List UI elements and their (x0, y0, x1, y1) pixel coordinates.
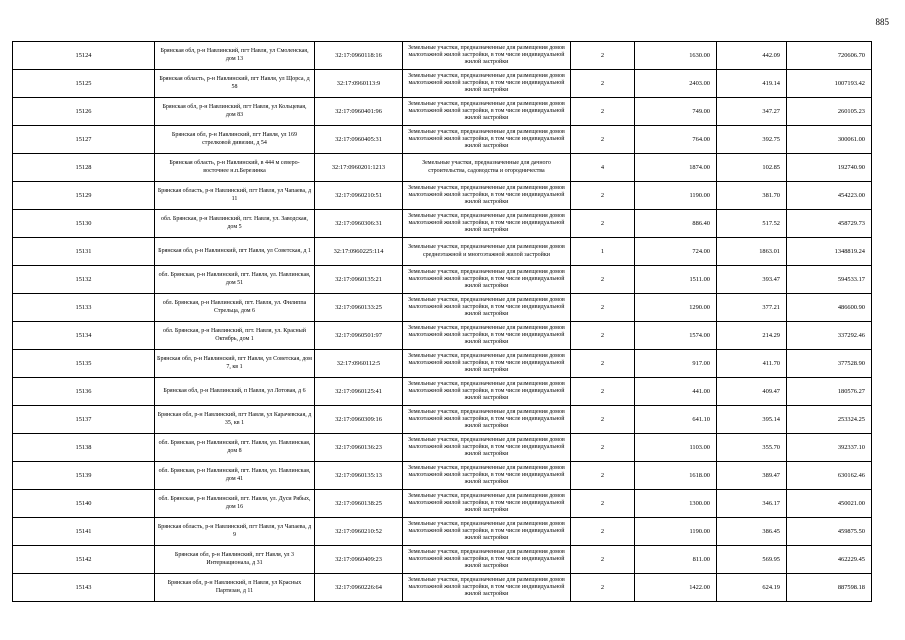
cell-row-number: 15124 (13, 42, 155, 70)
table-row (13, 434, 872, 462)
cell-area: 811.00 (635, 546, 717, 574)
cell-group: 2 (571, 434, 635, 462)
cell-row-number: 15125 (13, 70, 155, 98)
table-row (13, 126, 872, 154)
cell-row-number: 15137 (13, 406, 155, 434)
cell-area: 1190.00 (635, 518, 717, 546)
cell-specific-value: 517.52 (717, 210, 787, 238)
cell-specific-value: 624.19 (717, 574, 787, 602)
cell-row-number: 15139 (13, 462, 155, 490)
table-row (13, 378, 872, 406)
cell-row-number: 15130 (13, 210, 155, 238)
cell-row-number: 15135 (13, 350, 155, 378)
cell-address: Брянская обл, р-н Навлинский, п Навля, ул Красных Партизан, д 11 (155, 574, 315, 602)
cell-land-use: Земельные участки, предназначенные для размещения домов малоэтажной жилой застройки, в том числе индивидуальной жилой застройки (403, 266, 571, 294)
cell-land-use: Земельные участки, предназначенные для размещения домов среднеэтажной и многоэтажной жилой застройки (403, 238, 571, 266)
cadastral-value-table (12, 41, 872, 602)
cell-address: обл. Брянская, р-н Навлинский, пгт. Навля, ул. Заводская, дом 5 (155, 210, 315, 238)
cell-cadastral-number: 32:17:0960135:13 (315, 462, 403, 490)
cell-address: Брянская обл, р-н Навлинский, пгт Навля, ул Смоленская, дом 13 (155, 42, 315, 70)
cell-row-number: 15126 (13, 98, 155, 126)
cell-area: 1103.00 (635, 434, 717, 462)
cell-address: Брянская обл, р-н Навлинский, пгт Навля, ул Карачевская, д 35, кв 1 (155, 406, 315, 434)
cell-cadastral-value: 462229.45 (787, 546, 872, 574)
cell-row-number: 15127 (13, 126, 155, 154)
cell-area: 1874.00 (635, 154, 717, 182)
cell-specific-value: 392.75 (717, 126, 787, 154)
cell-row-number: 15140 (13, 490, 155, 518)
cell-area: 886.40 (635, 210, 717, 238)
cell-area: 441.00 (635, 378, 717, 406)
cell-land-use: Земельные участки, предназначенные для размещения домов малоэтажной жилой застройки, в том числе индивидуальной жилой застройки (403, 574, 571, 602)
cell-address: Брянская обл, р-н Навлинский, пгт Навля, ул Советская, д 1 (155, 238, 315, 266)
cell-land-use: Земельные участки, предназначенные для размещения домов малоэтажной жилой застройки, в том числе индивидуальной жилой застройки (403, 462, 571, 490)
cell-group: 2 (571, 322, 635, 350)
cell-specific-value: 395.14 (717, 406, 787, 434)
table-row (13, 238, 872, 266)
cell-cadastral-value: 454223.00 (787, 182, 872, 210)
cell-land-use: Земельные участки, предназначенные для размещения домов малоэтажной жилой застройки, в том числе индивидуальной жилой застройки (403, 42, 571, 70)
cell-specific-value: 393.47 (717, 266, 787, 294)
cell-cadastral-number: 32:17:0960113:9 (315, 70, 403, 98)
table-row (13, 266, 872, 294)
cell-cadastral-value: 180576.27 (787, 378, 872, 406)
cell-cadastral-number: 32:17:0960306:31 (315, 210, 403, 238)
cell-area: 749.00 (635, 98, 717, 126)
cell-address: обл. Брянская, р-н Навлинский, пгт. Навля, ул. Навлинская, дом 51 (155, 266, 315, 294)
table-row (13, 182, 872, 210)
cell-area: 724.00 (635, 238, 717, 266)
cell-cadastral-value: 720606.70 (787, 42, 872, 70)
cell-address: Брянская обл, р-н Навлинский, пгт Навля, ул Советская, дом 7, кв 1 (155, 350, 315, 378)
cell-row-number: 15138 (13, 434, 155, 462)
table-row (13, 322, 872, 350)
cell-land-use: Земельные участки, предназначенные для размещения домов малоэтажной жилой застройки, в том числе индивидуальной жилой застройки (403, 518, 571, 546)
cell-land-use: Земельные участки, предназначенные для размещения домов малоэтажной жилой застройки, в том числе индивидуальной жилой застройки (403, 126, 571, 154)
cell-specific-value: 1863.01 (717, 238, 787, 266)
cell-specific-value: 419.14 (717, 70, 787, 98)
cell-area: 1618.00 (635, 462, 717, 490)
cell-area: 1422.00 (635, 574, 717, 602)
cell-cadastral-value: 260105.23 (787, 98, 872, 126)
cell-specific-value: 389.47 (717, 462, 787, 490)
cell-address: Брянская обл, р-н Навлинский, пгт Навля, ул Кольцевая, дом 83 (155, 98, 315, 126)
table-row (13, 350, 872, 378)
cell-group: 2 (571, 210, 635, 238)
cell-group: 2 (571, 350, 635, 378)
cell-group: 2 (571, 182, 635, 210)
cell-area: 1511.00 (635, 266, 717, 294)
cell-land-use: Земельные участки, предназначенные для размещения домов малоэтажной жилой застройки, в том числе индивидуальной жилой застройки (403, 490, 571, 518)
cell-cadastral-value: 192740.90 (787, 154, 872, 182)
cell-land-use: Земельные участки, предназначенные для размещения домов малоэтажной жилой застройки, в том числе индивидуальной жилой застройки (403, 546, 571, 574)
table-row (13, 574, 872, 602)
table-row (13, 42, 872, 70)
cell-address: обл. Брянская, р-н Навлинский, пгт. Навля, ул. Красный Октябрь, дом 1 (155, 322, 315, 350)
cell-cadastral-value: 377528.90 (787, 350, 872, 378)
cell-address: обл. Брянская, р-н Навлинский, пгт. Навля, ул. Филиппа Стрельца, дом 6 (155, 294, 315, 322)
table-row (13, 70, 872, 98)
cell-cadastral-number: 32:17:0960118:16 (315, 42, 403, 70)
cell-group: 2 (571, 98, 635, 126)
cell-group: 2 (571, 406, 635, 434)
cell-address: Брянская обл, р-н Навлинский, пгт Навля, ул 169 стрелковой дивизии, д 54 (155, 126, 315, 154)
cell-row-number: 15134 (13, 322, 155, 350)
cell-area: 641.10 (635, 406, 717, 434)
cell-cadastral-number: 32:17:0960210:51 (315, 182, 403, 210)
cell-cadastral-value: 1348819.24 (787, 238, 872, 266)
cell-land-use: Земельные участки, предназначенные для дачного строительства, садоводства и огородничества (403, 154, 571, 182)
cell-row-number: 15142 (13, 546, 155, 574)
cell-area: 917.00 (635, 350, 717, 378)
cell-specific-value: 442.09 (717, 42, 787, 70)
table-row (13, 154, 872, 182)
cell-cadastral-number: 32:17:0960501:97 (315, 322, 403, 350)
cell-cadastral-value: 459875.50 (787, 518, 872, 546)
table-row (13, 462, 872, 490)
cell-group: 2 (571, 42, 635, 70)
cell-land-use: Земельные участки, предназначенные для размещения домов малоэтажной жилой застройки, в том числе индивидуальной жилой застройки (403, 210, 571, 238)
cell-land-use: Земельные участки, предназначенные для размещения домов малоэтажной жилой застройки, в том числе индивидуальной жилой застройки (403, 350, 571, 378)
cell-row-number: 15143 (13, 574, 155, 602)
cell-specific-value: 377.21 (717, 294, 787, 322)
cell-group: 2 (571, 574, 635, 602)
table-row (13, 98, 872, 126)
cell-area: 1290.00 (635, 294, 717, 322)
cell-cadastral-value: 486600.90 (787, 294, 872, 322)
cell-address: Брянская область, р-н Навлинский, пгт Навля, ул Чапаева, д 11 (155, 182, 315, 210)
cell-land-use: Земельные участки, предназначенные для размещения домов малоэтажной жилой застройки, в том числе индивидуальной жилой застройки (403, 70, 571, 98)
cell-row-number: 15133 (13, 294, 155, 322)
cell-cadastral-value: 630162.46 (787, 462, 872, 490)
cell-address: обл. Брянская, р-н Навлинский, пгт. Навля, ул. Навлинская, дом 41 (155, 462, 315, 490)
table-row (13, 294, 872, 322)
cell-cadastral-number: 32:17:0960401:96 (315, 98, 403, 126)
cell-cadastral-number: 32:17:0960309:16 (315, 406, 403, 434)
cell-area: 1630.00 (635, 42, 717, 70)
cell-land-use: Земельные участки, предназначенные для размещения домов малоэтажной жилой застройки, в том числе индивидуальной жилой застройки (403, 378, 571, 406)
cell-cadastral-number: 32:17:0960136:23 (315, 434, 403, 462)
cell-group: 2 (571, 70, 635, 98)
cell-cadastral-value: 392337.10 (787, 434, 872, 462)
cell-land-use: Земельные участки, предназначенные для размещения домов малоэтажной жилой застройки, в том числе индивидуальной жилой застройки (403, 322, 571, 350)
cell-cadastral-value: 337292.46 (787, 322, 872, 350)
cell-area: 1574.00 (635, 322, 717, 350)
cell-cadastral-value: 300061.00 (787, 126, 872, 154)
cell-land-use: Земельные участки, предназначенные для размещения домов малоэтажной жилой застройки, в том числе индивидуальной жилой застройки (403, 294, 571, 322)
cell-group: 2 (571, 518, 635, 546)
cell-cadastral-number: 32:17:0960409:23 (315, 546, 403, 574)
cell-cadastral-value: 450021.00 (787, 490, 872, 518)
cell-land-use: Земельные участки, предназначенные для размещения домов малоэтажной жилой застройки, в том числе индивидуальной жилой застройки (403, 98, 571, 126)
cell-cadastral-value: 887598.18 (787, 574, 872, 602)
cell-cadastral-number: 32:17:0960201:1213 (315, 154, 403, 182)
cell-specific-value: 386.45 (717, 518, 787, 546)
cell-specific-value: 569.95 (717, 546, 787, 574)
cell-cadastral-number: 32:17:0960125:41 (315, 378, 403, 406)
cell-group: 4 (571, 154, 635, 182)
cell-group: 2 (571, 546, 635, 574)
cell-cadastral-number: 32:17:0960226:64 (315, 574, 403, 602)
cell-address: Брянская обл, р-н Навлинский, пгт Навля, ул 3 Интернационала, д 31 (155, 546, 315, 574)
cell-address: Брянская область, р-н Навлинский, в 444 м северо-восточнее н.п.Березинка (155, 154, 315, 182)
cell-row-number: 15129 (13, 182, 155, 210)
cell-group: 2 (571, 462, 635, 490)
cell-address: обл. Брянская, р-н Навлинский, пгт. Навля, ул. Дуси Рябых, дом 16 (155, 490, 315, 518)
cell-specific-value: 409.47 (717, 378, 787, 406)
cell-specific-value: 102.85 (717, 154, 787, 182)
cell-group: 2 (571, 126, 635, 154)
cell-area: 1190.00 (635, 182, 717, 210)
cell-cadastral-number: 32:17:0960405:31 (315, 126, 403, 154)
table-row (13, 490, 872, 518)
cell-address: Брянская обл, р-н Навлинский, п Навля, ул Лотовая, д 6 (155, 378, 315, 406)
cell-cadastral-number: 32:17:0960210:52 (315, 518, 403, 546)
cell-land-use: Земельные участки, предназначенные для размещения домов малоэтажной жилой застройки, в том числе индивидуальной жилой застройки (403, 182, 571, 210)
cell-row-number: 15128 (13, 154, 155, 182)
cell-specific-value: 381.70 (717, 182, 787, 210)
cell-group: 2 (571, 294, 635, 322)
cell-row-number: 15131 (13, 238, 155, 266)
table-row (13, 518, 872, 546)
cell-group: 2 (571, 266, 635, 294)
cell-specific-value: 411.70 (717, 350, 787, 378)
cell-cadastral-value: 1007193.42 (787, 70, 872, 98)
cell-address: Брянская область, р-н Навлинский, пгт Навля, ул Щорса, д 58 (155, 70, 315, 98)
cell-cadastral-number: 32:17:0960138:25 (315, 490, 403, 518)
table-row (13, 406, 872, 434)
cell-specific-value: 347.27 (717, 98, 787, 126)
cell-address: обл. Брянская, р-н Навлинский, пгт. Навля, ул. Навлинская, дом 8 (155, 434, 315, 462)
cell-land-use: Земельные участки, предназначенные для размещения домов малоэтажной жилой застройки, в том числе индивидуальной жилой застройки (403, 406, 571, 434)
cell-land-use: Земельные участки, предназначенные для размещения домов малоэтажной жилой застройки, в том числе индивидуальной жилой застройки (403, 434, 571, 462)
cell-group: 1 (571, 238, 635, 266)
cell-group: 2 (571, 378, 635, 406)
cell-specific-value: 355.70 (717, 434, 787, 462)
cell-row-number: 15136 (13, 378, 155, 406)
cell-cadastral-number: 32:17:0960133:25 (315, 294, 403, 322)
cell-cadastral-number: 32:17:0960225:114 (315, 238, 403, 266)
cell-cadastral-number: 32:17:0960112:5 (315, 350, 403, 378)
cell-specific-value: 214.29 (717, 322, 787, 350)
cell-cadastral-number: 32:17:0960135:21 (315, 266, 403, 294)
cell-row-number: 15141 (13, 518, 155, 546)
cell-row-number: 15132 (13, 266, 155, 294)
cell-address: Брянская область, р-н Навлинский, пгт Навля, ул Чапаева, д 9 (155, 518, 315, 546)
cell-area: 1300.00 (635, 490, 717, 518)
page-number: 885 (875, 17, 889, 27)
table-body (13, 42, 872, 602)
cell-cadastral-value: 253324.25 (787, 406, 872, 434)
cell-group: 2 (571, 490, 635, 518)
table-row (13, 546, 872, 574)
cell-cadastral-value: 458729.73 (787, 210, 872, 238)
cell-cadastral-value: 594533.17 (787, 266, 872, 294)
cell-area: 2403.00 (635, 70, 717, 98)
cell-specific-value: 346.17 (717, 490, 787, 518)
table-row (13, 210, 872, 238)
cell-area: 764.00 (635, 126, 717, 154)
